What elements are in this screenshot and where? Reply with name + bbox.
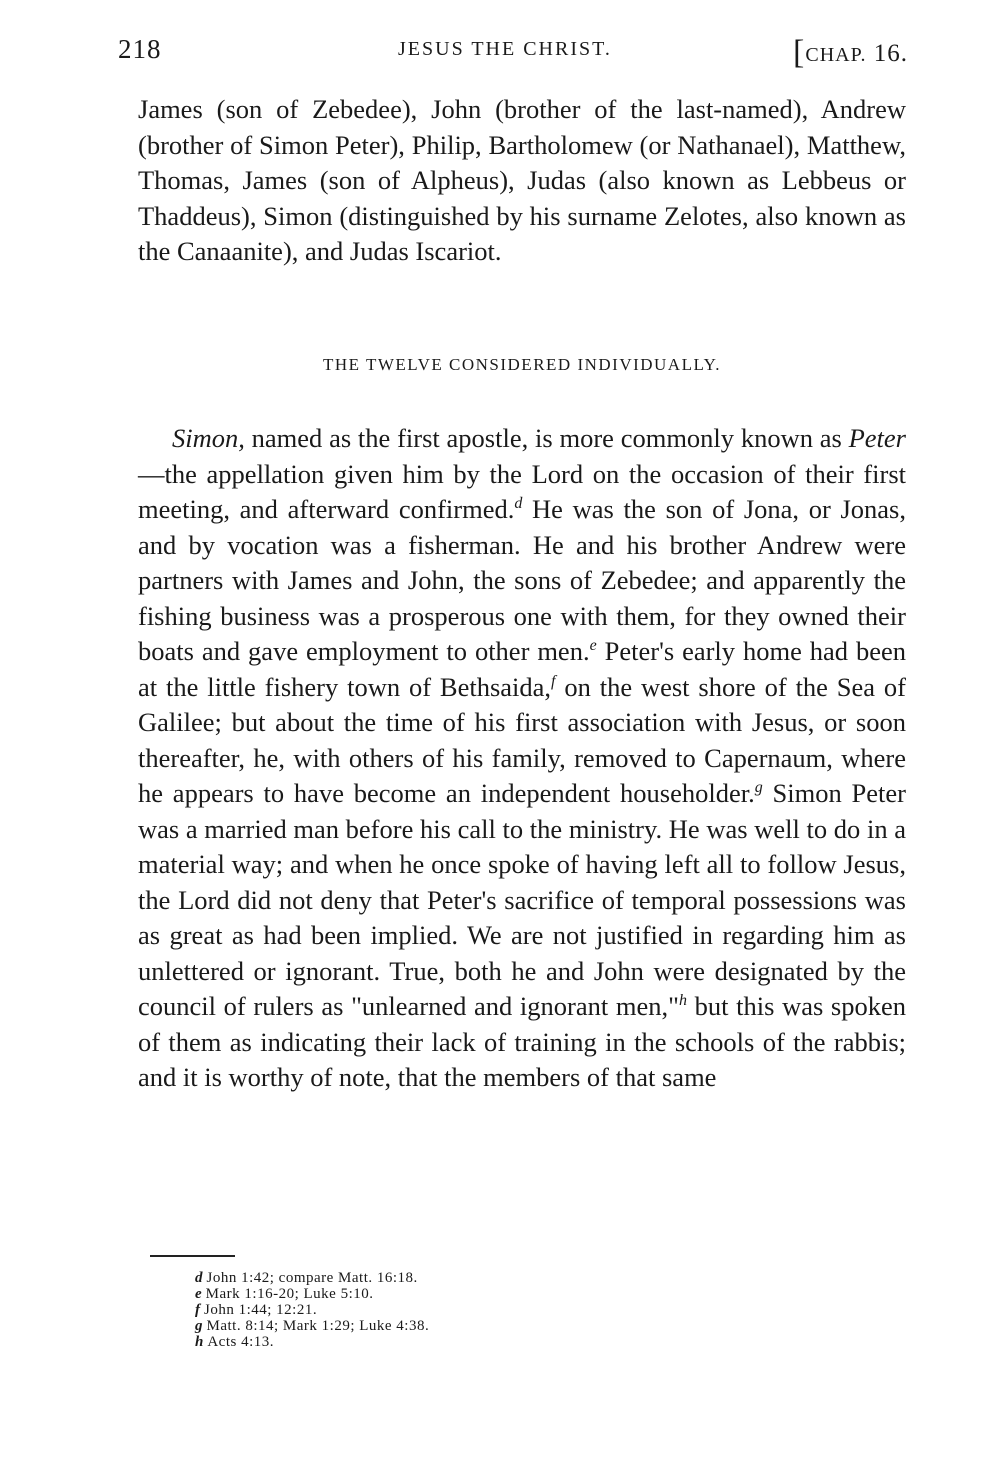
footnote-letter: g — [195, 1318, 203, 1334]
footnote-item — [195, 1334, 429, 1350]
footnote-letter: d — [195, 1270, 203, 1286]
apostle-list-paragraph — [138, 92, 906, 270]
text-span: Simon Peter was a married man before his call to the ministry. He was well to do in a material way; and when he once spoke of having left all to follow Jesus, the Lord did not deny that Peter's sacrifice of temporal possessions was as great as had been implied. We are not justified in regarding him as unlettered or ignorant. True, both he and John were designated by the council of rulers as "unlearned and ignorant men," — [138, 778, 906, 1021]
chapter-number: 16. — [873, 40, 908, 67]
footnote-marker-h: h — [678, 992, 687, 1010]
running-header — [118, 30, 908, 70]
chapter-label: CHAP. — [805, 44, 867, 66]
footnote-letter: e — [195, 1286, 202, 1302]
page-number: 218 — [118, 34, 162, 64]
footnote-marker-d: d — [514, 495, 523, 513]
text-span: He was the son of Jona, or Jonas, and by vocation was a fisherman. He and his brother Andrew were partners with James and John, the sons of Zebedee; and apparently the fishing business was a prosperous one with them, for they owned their boats and gave employment to other men. — [138, 494, 906, 666]
footnote-reference: Acts 4:13. — [207, 1334, 275, 1350]
text-span: on the west shore of the Sea of Galilee; but about the time of his first association with Jesus, or soon thereafter, he, with others of his family, removed to Capernaum, where he appears to have become an independent householder. — [138, 671, 907, 808]
footnote-item — [195, 1302, 429, 1318]
footnote-item — [195, 1318, 429, 1334]
section-heading: THE TWELVE CONSIDERED INDIVIDUALLY. — [322, 355, 721, 374]
footnote-marker-g: g — [754, 779, 763, 797]
book-title: JESUS THE CHRIST. — [398, 38, 612, 60]
footnote-reference: John 1:44; 12:21. — [204, 1302, 318, 1318]
footnote-reference: John 1:42; compare Matt. 16:18. — [206, 1270, 418, 1286]
peter-name: Peter — [848, 423, 906, 453]
chapter-bracket: [ — [793, 34, 806, 71]
text-span: —the appellation given him by the Lord on the occasion of their first meeting, and afterward confirmed. — [138, 458, 906, 524]
footnote-letter: h — [195, 1334, 204, 1350]
footnote-reference: Mark 1:16-20; Luke 5:10. — [205, 1286, 374, 1302]
main-paragraph-text — [138, 421, 906, 1096]
footnote-reference: Matt. 8:14; Mark 1:29; Luke 4:38. — [206, 1318, 430, 1334]
simon-name: Simon, — [172, 423, 245, 453]
intro-paragraph-text: James (son of Zebedee), John (brother of the last-named), Andrew (brother of Simon Peter), Philip, Bartholomew (or Nathanael), Matthew, Thomas, James (son of Alpheus), Judas (also known as Lebbeus or Thaddeus), Simon (distinguished by his surname Zelotes, also known as the Canaanite), and Judas Iscariot. — [138, 94, 906, 266]
footnote-item — [195, 1270, 429, 1286]
footnote-divider — [150, 1255, 235, 1257]
footnote-marker-f: f — [551, 672, 556, 690]
footnotes — [195, 1270, 429, 1350]
footnote-letter: f — [195, 1302, 200, 1318]
text-span: named as the first apostle, is more commonly known as — [244, 423, 849, 453]
chapter-reference — [793, 32, 908, 70]
text-span: but this was spoken of them as indicating their lack of training in the schools of the rabbis; and it is worthy of note, that the members of that same — [138, 991, 907, 1092]
text-span: Peter's early home had been at the little fishery town of Bethsaida, — [138, 636, 906, 702]
footnote-item — [195, 1286, 429, 1302]
footnote-marker-e: e — [589, 637, 597, 655]
simon-peter-paragraph — [138, 421, 906, 1096]
